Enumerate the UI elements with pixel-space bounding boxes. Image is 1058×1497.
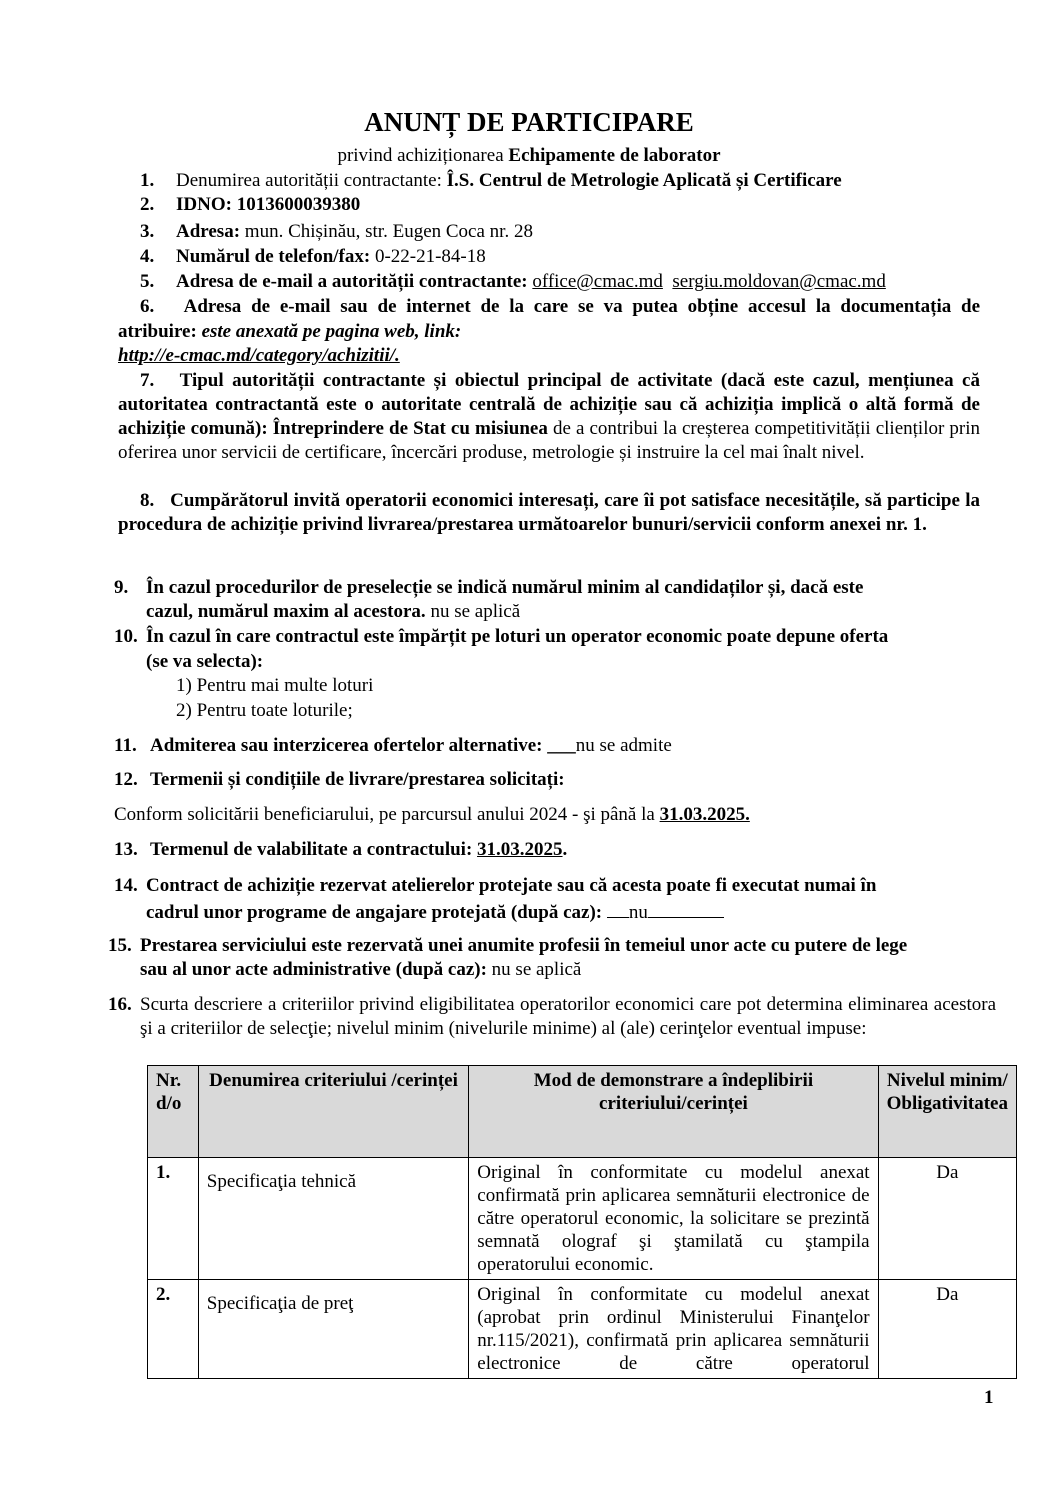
item-15-line1 (108, 934, 907, 957)
item-13 (114, 838, 567, 861)
item-3 (140, 220, 533, 243)
table-row (148, 1280, 1017, 1379)
item-label-cont: atribuire: (118, 321, 202, 342)
item-number: 9. (114, 577, 129, 598)
row-criterion: Specificaţia tehnică (198, 1158, 469, 1280)
item-label: Termenul de valabilitate a contractului: (150, 839, 478, 860)
row-level: Da (878, 1158, 1016, 1280)
idno: IDNO: 1013600039380 (176, 194, 361, 215)
item-1 (140, 169, 842, 192)
item-label: Contract de achiziție rezervat atelierelor protejate sau că acesta poate fi executat numai în (146, 875, 877, 896)
row-level: Da (878, 1280, 1016, 1379)
item-number: 3. (140, 221, 155, 242)
item-number: 4. (140, 246, 155, 267)
item-number: 1. (140, 170, 155, 191)
header-criterion: Denumirea criteriului /cerinței (198, 1066, 469, 1158)
item-2 (140, 193, 360, 216)
blank-line: ___ (547, 735, 576, 756)
item-label: Numărul de telefon/fax: (176, 246, 375, 267)
criteria-table (147, 1065, 1017, 1379)
page-number: 1 (984, 1387, 994, 1408)
item-label-cont: cazul, numărul maxim al acestora. (146, 601, 426, 622)
blank-line (607, 899, 629, 918)
item-15-line2 (140, 958, 581, 981)
item-label: Adresa de e-mail a autorității contractante: (176, 271, 533, 292)
email-link-office[interactable]: office@cmac.md (532, 271, 663, 292)
item-12 (114, 768, 565, 791)
lot-option-2: 2) Pentru toate loturile; (176, 700, 353, 721)
item-number: 12. (114, 769, 138, 790)
row-nr: 2. (148, 1280, 199, 1379)
item-label: Cumpărătorul invită operatorii economici interesați, care îi pot satisface necesitățile, să participe la procedura de achiziție privind livrarea/prestarea următoarelor bunuri/servicii conform anexei nr. 1. (118, 490, 980, 535)
item-label: În cazul în care contractul este împărțit pe loturi un operator economic poate depune oferta (146, 626, 889, 647)
item-5 (140, 270, 886, 293)
item-14-line1 (114, 874, 876, 897)
item-value: nu se aplică (486, 959, 582, 980)
item-value: nu (628, 902, 648, 923)
item-label-cont: cadrul unor programe de angajare protejată (după caz): (146, 902, 607, 923)
table-row (148, 1158, 1017, 1280)
item-value: nu se aplică (425, 601, 521, 622)
contract-validity-date: 31.03.2025 (477, 839, 563, 860)
delivery-deadline: 31.03.2025. (659, 804, 750, 825)
punctuation: . (562, 839, 568, 860)
item-number: 7. (140, 370, 155, 391)
header-level: Nivelul minim/ Obligativitatea (878, 1066, 1016, 1158)
item-7 (118, 369, 980, 465)
item-14-line2 (146, 899, 724, 924)
item-label: Termenii și condițiile de livrare/prestarea solicitați: (150, 769, 565, 790)
header-mode: Mod de demonstrare a îndeplibirii criteriului/cerinței (469, 1066, 878, 1158)
header-nr: Nr. d/o (148, 1066, 199, 1158)
address: mun. Chișinău, str. Eugen Coca nr. 28 (240, 221, 533, 242)
item-number: 11. (114, 735, 137, 756)
item-label-cont: sau al unor acte administrative (după caz): (140, 959, 487, 980)
item-9-line2 (146, 600, 520, 623)
item-label: Admiterea sau interzicerea ofertelor alternative: (150, 735, 548, 756)
subtitle-prefix: privind achiziționarea (337, 145, 509, 166)
item-8 (118, 489, 980, 537)
phone: 0-22-21-84-18 (374, 246, 486, 267)
item-10-line1 (114, 625, 888, 648)
item-number: 10. (114, 626, 138, 647)
item-label: Tipul autorității contractante și obiectul principal de activitate (dacă este cazul, mențiunea că autoritatea contractantă este o autoritate centrală de achiziție sau că achiziția implică o altă formă de achiziție comună): Întreprindere de Stat cu misiunea (118, 370, 980, 439)
row-criterion: Specificaţia de preţ (198, 1280, 469, 1379)
item-16-number: 16. (108, 994, 132, 1015)
item-11 (114, 734, 672, 757)
lot-option-1: 1) Pentru mai multe loturi (176, 675, 374, 696)
item-value: de a contribui la creșterea competitivității clienților prin oferirea unor servicii de certificare, încercări produse, metrologie și instruire la cel mai înalt nivel. (118, 418, 981, 463)
item-6-line2 (118, 320, 461, 343)
item-number: 2. (140, 194, 155, 215)
item-number: 5. (140, 271, 155, 292)
row-mode: Original în conformitate cu modelul anexat confirmată prin aplicarea semnăturii electronice de către operatorul economic, la solicitare se prezintă semnată olograf şi ştamilată cu ştampila operatorului economic. (469, 1158, 878, 1280)
item-label: Adresa: (176, 221, 241, 242)
item-number: 8. (140, 490, 155, 511)
item-number: 14. (114, 875, 138, 896)
item-number: 6. (140, 296, 155, 317)
item-6-line1 (118, 295, 980, 319)
item-4 (140, 245, 486, 268)
email-link-sergiu[interactable]: sergiu.moldovan@cmac.md (672, 271, 886, 292)
procurement-object: Echipamente de laborator (508, 145, 721, 166)
item-9-line1 (114, 576, 863, 599)
item-10-line2: (se va selecta): (146, 651, 264, 672)
item-number: 13. (114, 839, 138, 860)
page-title: ANUNȚ DE PARTICIPARE (364, 107, 694, 137)
item-value: nu se admite (575, 735, 672, 756)
page-subtitle (0, 144, 1058, 167)
item-label: În cazul procedurilor de preselecție se indică numărul minim al candidaților și, dacă este (146, 577, 864, 598)
item-16-text: Scurta descriere a criteriilor privind eligibilitatea operatorilor economici care pot determina eliminarea acestora şi a criteriilor de selecţie; nivelul minim (nivelurile minime) al (ale) cerinţelor eventual impuse: (140, 994, 996, 1039)
delivery-terms: Conform solicitării beneficiarului, pe parcursul anului 2024 - şi până la (114, 804, 660, 825)
item-label: Denumirea autorității contractante: (176, 170, 447, 191)
blank-line (648, 899, 724, 918)
item-label: Adresa de e-mail sau de internet de la care se va putea obține accesul la documentația de (183, 296, 981, 317)
row-mode: Original în conformitate cu modelul anexat (aprobat prin ordinul Ministerului Finanţelor nr.115/2021), confirmată prin aplicarea semnăturii electronice de către operatorul (469, 1280, 878, 1379)
documentation-link[interactable]: http://e-cmac.md/category/achizitii/. (118, 345, 400, 366)
item-number: 15. (108, 935, 132, 956)
item-value: este anexată pe pagina web, link: (201, 321, 462, 342)
row-nr: 1. (148, 1158, 199, 1280)
item-label: Prestarea serviciului este rezervată unei anumite profesii în temeiul unor acte cu putere de lege (140, 935, 908, 956)
authority-name: Î.S. Centrul de Metrologie Aplicată și Certificare (446, 170, 842, 191)
item-12-value (114, 803, 750, 826)
table-header-row (148, 1066, 1017, 1158)
